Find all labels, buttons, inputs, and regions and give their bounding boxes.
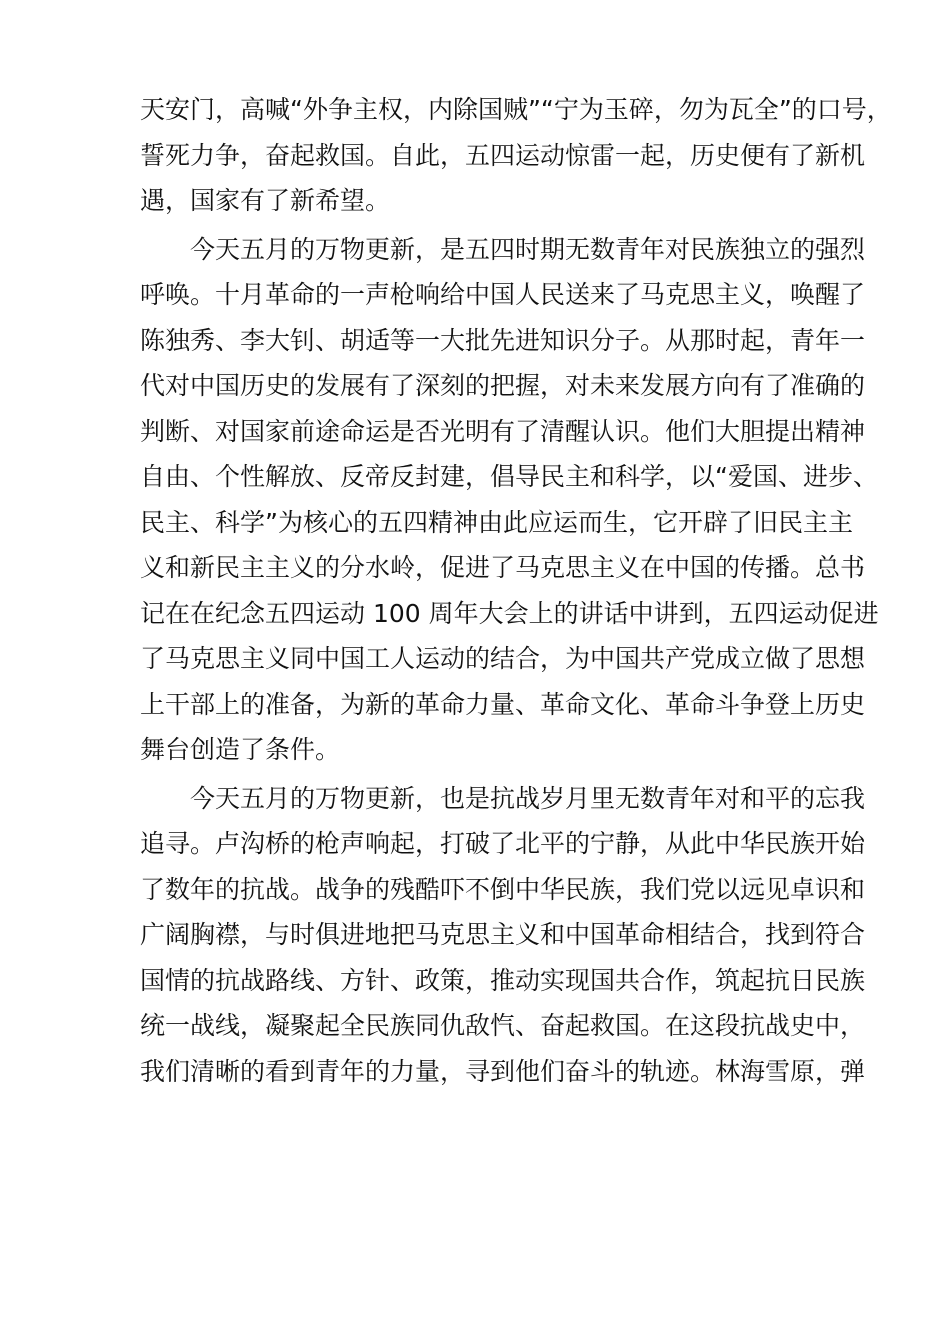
text-line: 判断、对国家前途命运是否光明有了清醒认识。他们大胆提出精神 — [140, 416, 866, 446]
text-line: 上干部上的准备，为新的革命力量、革命文化、革命斗争登上历史 — [140, 689, 866, 719]
document-body — [140, 87, 892, 1094]
text-line: 自由、个性解放、反帝反封建，倡导民主和科学，以“爱国、进步、 — [140, 462, 878, 491]
text-line: 今天五月的万物更新，也是抗战岁月里无数青年对和平的忘我 — [140, 783, 866, 813]
text-line: 义和新民主主义的分水岭，促进了马克思主义在中国的传播。总书 — [140, 553, 866, 582]
text-line: 广阔胸襟，与时俱进地把马克思主义和中国革命相结合，找到符合 — [140, 920, 866, 949]
text-line: 舞台创造了条件。 — [140, 735, 341, 764]
text-line: 民主、科学”为核心的五四精神由此应运而生，它开辟了旧民主主 — [140, 507, 853, 537]
text-line: 遇，国家有了新希望。 — [140, 186, 391, 215]
text-line: 呼唤。十月革命的一声枪响给中国人民送来了马克思主义，唤醒了 — [140, 280, 866, 309]
text-line: 追寻。卢沟桥的枪声响起，打破了北平的宁静，从此中华民族开始 — [140, 829, 866, 858]
text-line: 誓死力争，奋起救国。自此，五四运动惊雷一起，历史便有了新机 — [140, 140, 866, 170]
paragraph-1 — [140, 87, 892, 224]
text-line: 今天五月的万物更新，是五四时期无数青年对民族独立的强烈 — [140, 234, 866, 264]
text-line: 代对中国历史的发展有了深刻的把握，对未来发展方向有了准确的 — [140, 371, 866, 400]
text-line: 陈独秀、李大钊、胡适等一大批先进知识分子。从那时起，青年一 — [140, 325, 866, 355]
text-line: 了数年的抗战。战争的残酷吓不倒中华民族，我们党以远见卓识和 — [140, 874, 866, 904]
text-line: 统一战线，凝聚起全民族同仇敌忾、奋起救国。在这段抗战史中， — [140, 1011, 866, 1040]
text-line: 记在在纪念五四运动 100 周年大会上的讲话中讲到，五四运动促进 — [140, 598, 879, 628]
text-line: 了马克思主义同中国工人运动的结合，为中国共产党成立做了思想 — [140, 644, 866, 673]
paragraph-2 — [140, 227, 879, 773]
paragraph-3 — [140, 776, 866, 1095]
text-line: 天安门，高喊“外争主权，内除国贼”“宁为玉碎，勿为瓦全”的口号， — [140, 95, 892, 124]
text-line: 我们清晰的看到青年的力量，寻到他们奋斗的轨迹。林海雪原，弹 — [140, 1056, 866, 1086]
text-line: 国情的抗战路线、方针、政策，推动实现国共合作，筑起抗日民族 — [140, 965, 866, 995]
